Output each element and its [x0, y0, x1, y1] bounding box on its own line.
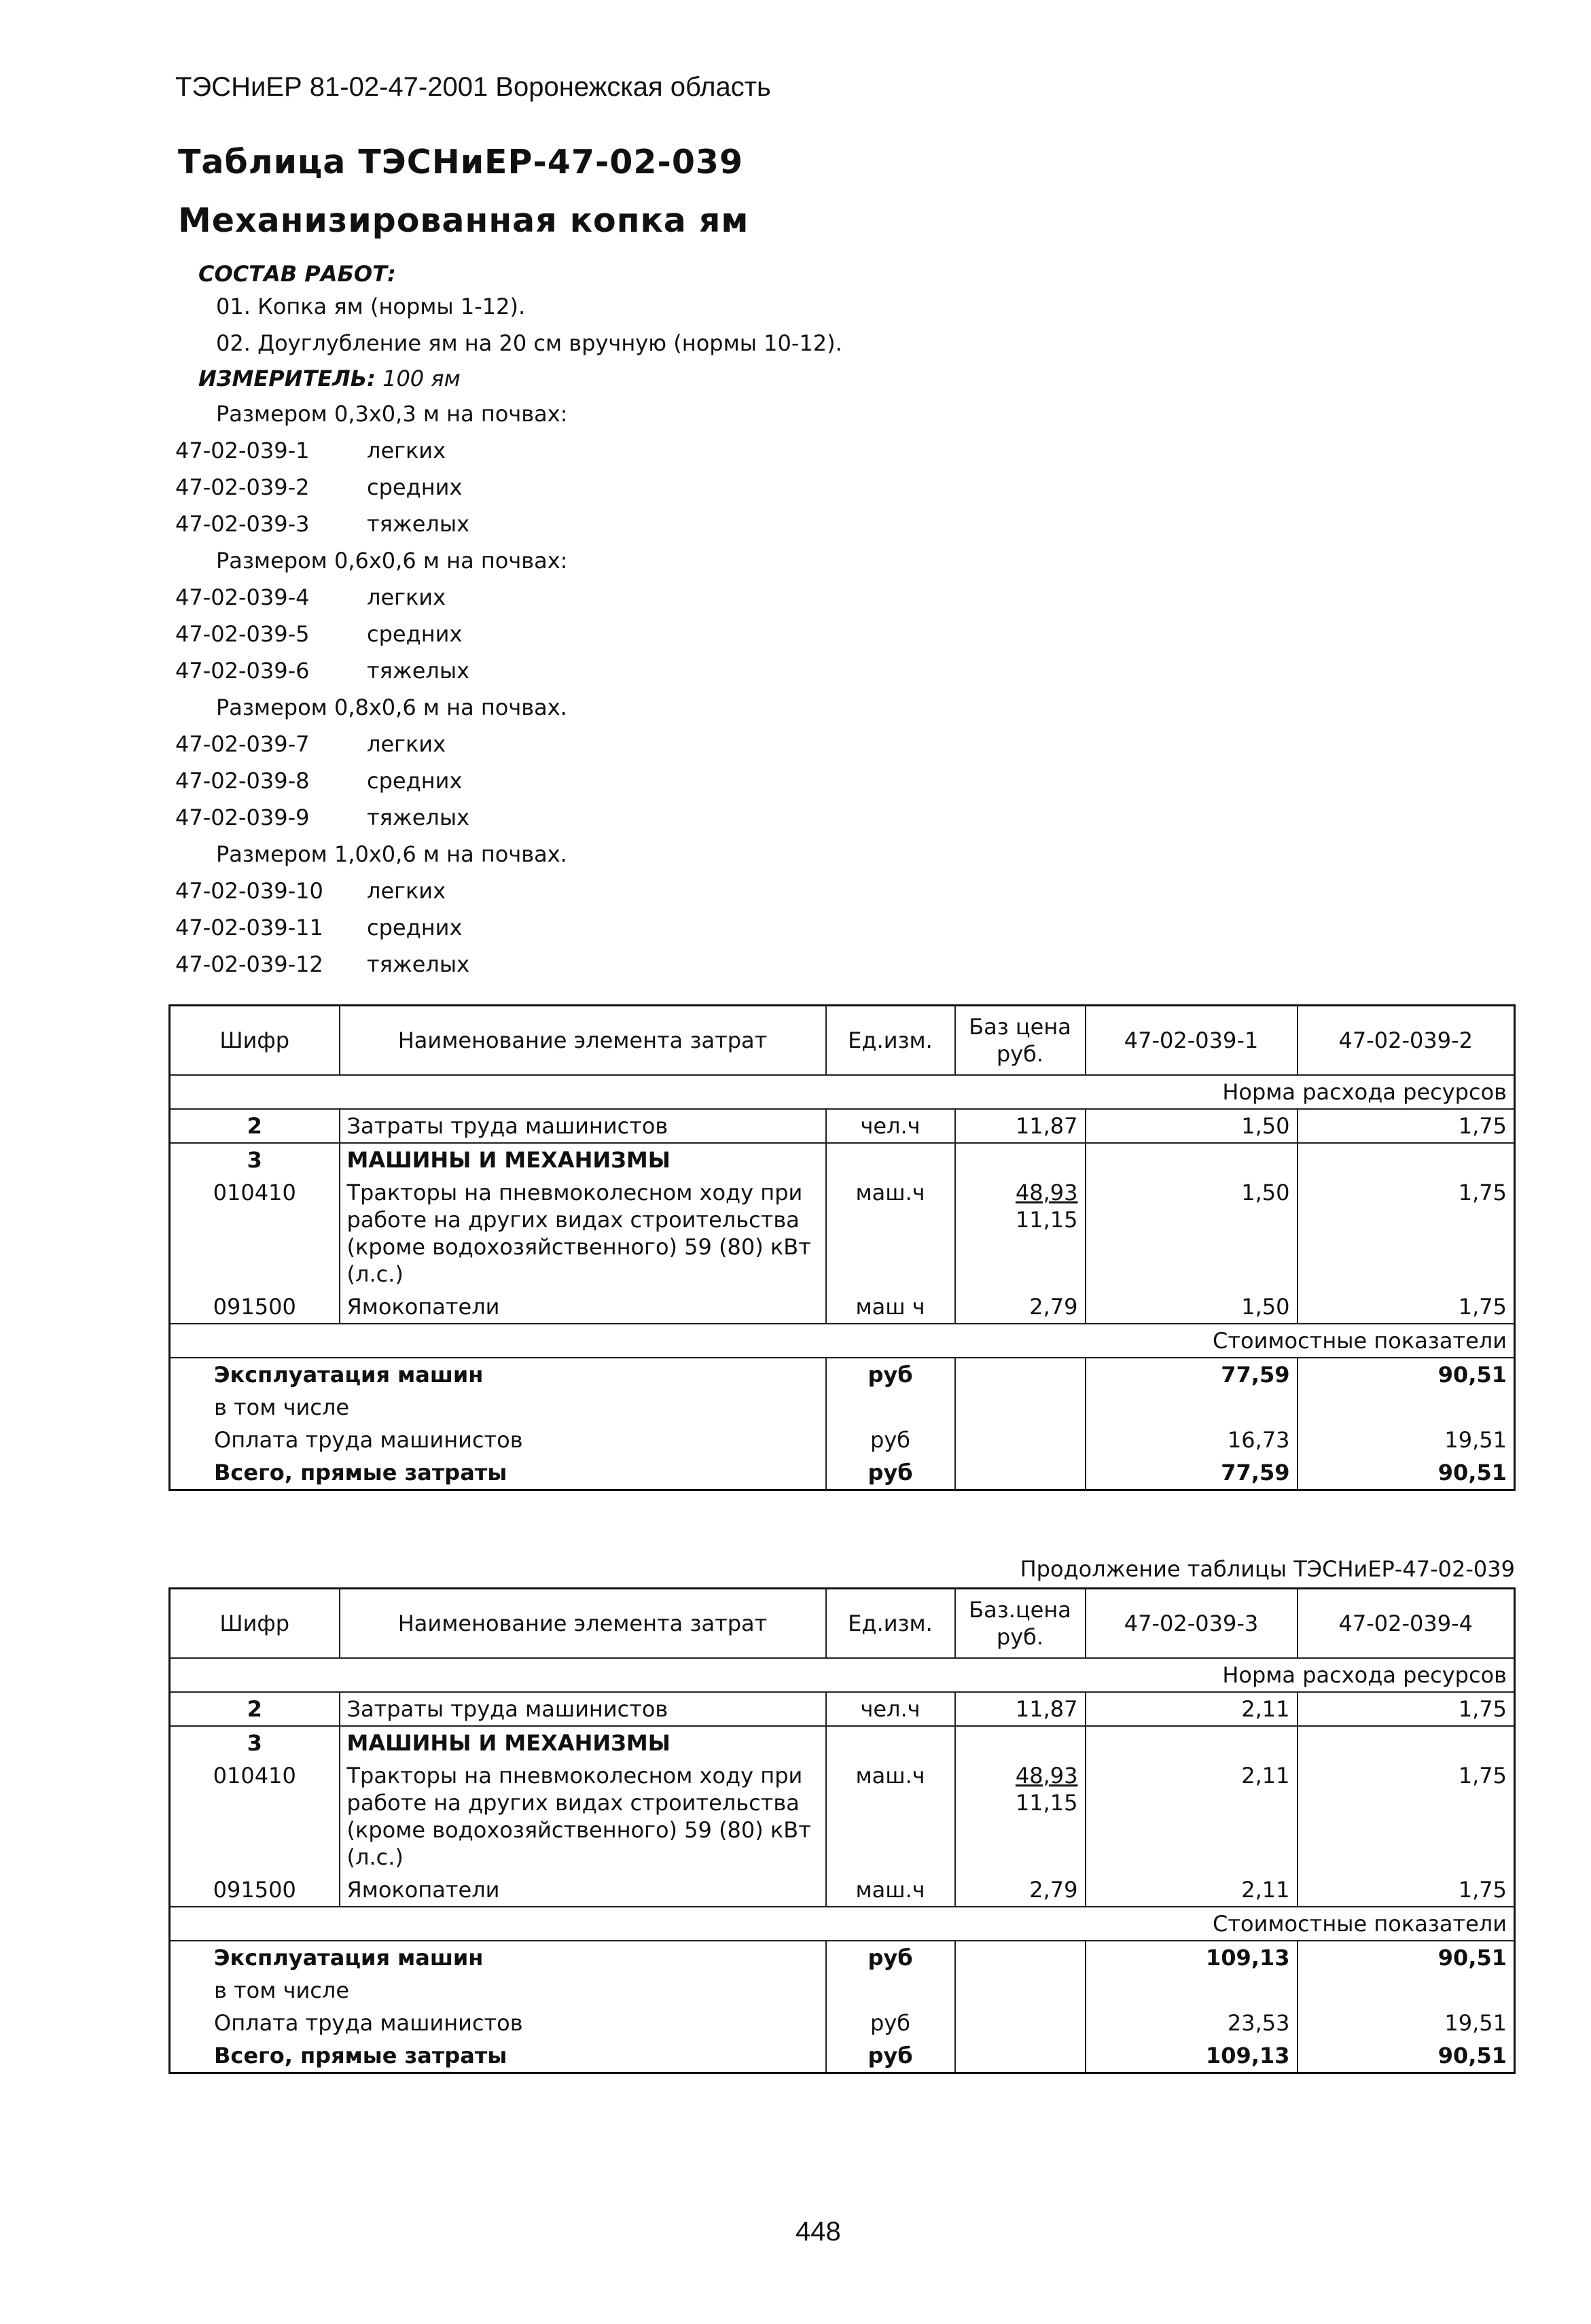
col-header-code: Шифр	[170, 1006, 340, 1076]
row-name: Всего, прямые затраты	[214, 1460, 507, 1485]
col-header-norm-1: 47-02-039-1	[1086, 1006, 1298, 1076]
row-value-1: 109,13	[1086, 2039, 1298, 2073]
row-value-2: 90,51	[1298, 1456, 1515, 1490]
row-code: 010410	[213, 1763, 296, 1789]
row-value-1: 2,11	[1086, 1692, 1298, 1726]
row-value-1: 77,59	[1086, 1456, 1298, 1490]
row-price-labor: 11,15	[1015, 1207, 1078, 1233]
group-heading: Размером 0,8х0,6 м на почвах.	[216, 694, 567, 720]
cost-section-label: Стоимостные показатели	[170, 1907, 1515, 1941]
col-header-price: Баз цена руб.	[955, 1006, 1086, 1076]
row-name: Всего, прямые затраты	[214, 2043, 507, 2068]
row-code: 2	[170, 1109, 340, 1143]
row-name: в том числе	[214, 1977, 349, 2003]
row-name: Затраты труда машинистов	[340, 1692, 826, 1726]
group-heading: Размером 1,0х0,6 м на почвах.	[216, 841, 567, 867]
row-name: Оплата труда машинистов	[214, 1427, 523, 1453]
row-code: 091500	[170, 1873, 340, 1907]
soil-type: легких	[367, 438, 446, 463]
norm-code: 47-02-039-1	[175, 438, 310, 463]
page-number: 448	[796, 2217, 841, 2247]
row-value-1: 109,13	[1086, 1941, 1298, 1974]
resource-table-2	[168, 1587, 1516, 2074]
row-name: Ямокопатели	[340, 1290, 826, 1324]
row-unit: руб	[826, 2007, 955, 2039]
work-composition-label: СОСТАВ РАБОТ:	[198, 261, 396, 287]
row-value-1: 1,50	[1086, 1290, 1298, 1324]
norm-section-label: Норма расхода ресурсов	[170, 1075, 1515, 1109]
soil-type: тяжелых	[367, 805, 470, 830]
row-value-2: 1,75	[1298, 1692, 1515, 1726]
soil-type: средних	[367, 768, 463, 794]
row-value-2: 90,51	[1298, 2039, 1515, 2073]
row-unit: маш.ч	[826, 1176, 955, 1290]
row-code: 3	[247, 1147, 262, 1173]
row-value-1: 1,50	[1086, 1176, 1298, 1290]
row-name: Эксплуатация машин	[214, 1945, 484, 1971]
section-heading: МАШИНЫ И МЕХАНИЗМЫ	[340, 1143, 826, 1176]
row-unit: руб	[826, 2039, 955, 2073]
row-value-1: 1,50	[1086, 1109, 1298, 1143]
row-unit: маш.ч	[826, 1873, 955, 1907]
col-header-unit: Ед.изм.	[826, 1589, 955, 1659]
meter-value: 100 ям	[382, 366, 461, 391]
row-price: 2,79	[955, 1290, 1086, 1324]
resource-table-1	[168, 1004, 1516, 1491]
soil-type: легких	[367, 878, 446, 904]
norm-code: 47-02-039-7	[175, 731, 310, 757]
row-price: 11,87	[955, 1109, 1086, 1143]
row-unit: чел.ч	[826, 1109, 955, 1143]
row-value-2: 1,75	[1298, 1109, 1515, 1143]
row-unit: руб	[826, 1456, 955, 1490]
norm-code: 47-02-039-2	[175, 474, 310, 500]
row-code: 091500	[170, 1290, 340, 1324]
row-value-1: 16,73	[1086, 1424, 1298, 1456]
row-value-2: 90,51	[1298, 1941, 1515, 1974]
document-header: ТЭСНиЕР 81-02-47-2001 Воронежская область	[175, 72, 771, 102]
col-header-name: Наименование элемента затрат	[340, 1006, 826, 1076]
norm-code: 47-02-039-8	[175, 768, 310, 794]
norm-code: 47-02-039-11	[175, 915, 323, 940]
row-name: Эксплуатация машин	[214, 1362, 484, 1388]
row-name: Тракторы на пневмоколесном ходу при работе на других видах строительства (кроме водохозяйственного) 59 (80) кВт (л.с.)	[340, 1759, 826, 1873]
col-header-code: Шифр	[170, 1589, 340, 1659]
norm-code: 47-02-039-4	[175, 584, 310, 610]
cost-section-label: Стоимостные показатели	[170, 1324, 1515, 1358]
soil-type: средних	[367, 915, 463, 940]
row-value-2: 90,51	[1298, 1358, 1515, 1391]
row-price: 2,79	[955, 1873, 1086, 1907]
norm-code: 47-02-039-10	[175, 878, 323, 904]
soil-type: тяжелых	[367, 658, 470, 684]
row-code: 2	[170, 1692, 340, 1726]
row-value-2: 19,51	[1298, 2007, 1515, 2039]
table-title: Таблица ТЭСНиЕР-47-02-039	[178, 143, 744, 181]
row-name: Ямокопатели	[340, 1873, 826, 1907]
row-unit: руб	[826, 1941, 955, 1974]
soil-type: средних	[367, 474, 463, 500]
work-item: 01. Копка ям (нормы 1-12).	[216, 294, 526, 319]
row-value-2: 19,51	[1298, 1424, 1515, 1456]
row-value-1: 77,59	[1086, 1358, 1298, 1391]
norm-section-label: Норма расхода ресурсов	[170, 1658, 1515, 1692]
row-name: в том числе	[214, 1394, 349, 1420]
col-header-norm-1: 47-02-039-3	[1086, 1589, 1298, 1659]
soil-type: средних	[367, 621, 463, 647]
col-header-norm-2: 47-02-039-4	[1298, 1589, 1515, 1659]
row-code: 3	[247, 1730, 262, 1756]
row-code: 010410	[213, 1180, 296, 1205]
meter-label: ИЗМЕРИТЕЛЬ:	[198, 366, 376, 391]
soil-type: легких	[367, 731, 446, 757]
row-value-2: 1,75	[1298, 1759, 1515, 1873]
row-unit: руб	[826, 1358, 955, 1391]
row-unit: руб	[826, 1424, 955, 1456]
row-name: Тракторы на пневмоколесном ходу при работе на других видах строительства (кроме водохозяйственного) 59 (80) кВт (л.с.)	[340, 1176, 826, 1290]
norm-code: 47-02-039-12	[175, 951, 323, 977]
row-name: Затраты труда машинистов	[340, 1109, 826, 1143]
soil-type: тяжелых	[367, 511, 470, 537]
row-unit: маш.ч	[826, 1759, 955, 1873]
col-header-price: Баз.цена руб.	[955, 1589, 1086, 1659]
row-price-labor: 11,15	[1015, 1790, 1078, 1816]
continuation-caption: Продолжение таблицы ТЭСНиЕР-47-02-039	[1020, 1556, 1515, 1582]
section-heading: МАШИНЫ И МЕХАНИЗМЫ	[340, 1726, 826, 1759]
norm-code: 47-02-039-9	[175, 805, 310, 830]
col-header-norm-2: 47-02-039-2	[1298, 1006, 1515, 1076]
row-value-2: 1,75	[1298, 1873, 1515, 1907]
col-header-unit: Ед.изм.	[826, 1006, 955, 1076]
row-value-2: 1,75	[1298, 1176, 1515, 1290]
row-unit: чел.ч	[826, 1692, 955, 1726]
group-heading: Размером 0,3х0,3 м на почвах:	[216, 401, 568, 427]
norm-code: 47-02-039-6	[175, 658, 310, 684]
norm-code: 47-02-039-3	[175, 511, 310, 537]
row-unit: маш ч	[826, 1290, 955, 1324]
work-item: 02. Доуглубление ям на 20 см вручную (нормы 10-12).	[216, 330, 842, 356]
group-heading: Размером 0,6х0,6 м на почвах:	[216, 548, 568, 574]
soil-type: легких	[367, 584, 446, 610]
col-header-name: Наименование элемента затрат	[340, 1589, 826, 1659]
row-value-1: 2,11	[1086, 1873, 1298, 1907]
table-subtitle: Механизированная копка ям	[178, 201, 749, 240]
row-value-1: 2,11	[1086, 1759, 1298, 1873]
norm-code: 47-02-039-5	[175, 621, 310, 647]
soil-type: тяжелых	[367, 951, 470, 977]
row-value-2: 1,75	[1298, 1290, 1515, 1324]
row-value-1: 23,53	[1086, 2007, 1298, 2039]
row-name: Оплата труда машинистов	[214, 2010, 523, 2036]
row-price: 48,93	[1015, 1763, 1078, 1789]
row-price: 48,93	[1015, 1180, 1078, 1205]
row-price: 11,87	[955, 1692, 1086, 1726]
